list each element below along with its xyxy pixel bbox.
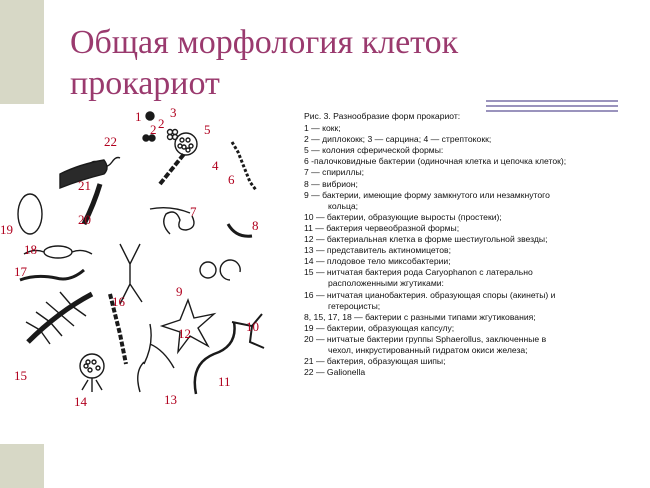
vibrio-shape [228,224,252,236]
slide-title [70,22,530,104]
flagellated-cell-shape [44,246,72,258]
legend-item-continuation: чехол, инкрустированный гидратом окиси железа; [328,344,528,355]
figure-label: 13 [164,392,177,407]
ring-shape [200,262,216,278]
caryophanon-shape [26,292,92,344]
title-area-side-tint [0,0,44,104]
legend-item: 19 — бактерии, образующая капсулу; [304,322,455,333]
figure-label: 15 [14,368,27,383]
prokaryote-figure [0,104,306,444]
figure-label: 3 [170,105,177,120]
sheathed-filament-shape [18,194,42,234]
figure-label: 16 [112,294,125,309]
ring-shape [220,260,240,280]
legend-item: 6 -палочковидные бактерии (одиночная клетка и цепочка клеток); [304,156,567,167]
legend-item: 1 — кокк; [304,123,341,134]
figure-label: 1 [135,109,142,124]
figure-label: 5 [204,122,211,137]
coccus-shape [146,112,154,120]
legend-item: 14 — плодовое тело миксобактерии; [304,256,451,267]
legend-item-continuation: гетероцисты; [328,300,381,311]
slide-title-line-1: Общая морфология клеток [70,24,459,61]
legend-item: 10 — бактерии, образующие выросты (простеки); [304,211,502,222]
legend-item: 21 — бактерия, образующая шипы; [304,356,446,367]
legend-caption: Рис. 3. Разнообразие форм прокариот: [304,111,461,121]
figure-label: 7 [190,204,197,219]
figure-label: 2 [150,122,157,137]
accent-line [486,105,618,107]
figure-label: 19 [0,222,13,237]
figure-label: 20 [78,212,91,227]
figure-label: 17 [14,264,27,279]
legend-item: 16 — нитчатая цианобактерия. образующая споры (акинеты) и [304,289,556,300]
diplococcus-shape [143,135,149,141]
legend-item: 20 — нитчатые бактерии группы Sphaerollus, заключенные в [304,333,547,344]
legend-item: 7 — спириллы; [304,167,365,178]
figure-label: 6 [228,172,235,187]
prokaryote-drawing [0,104,306,444]
legend-item-continuation: кольца; [328,200,359,211]
figure-label: 9 [176,284,183,299]
legend-item: 5 — колония сферической формы: [304,145,444,156]
rod-chain-shape [160,154,184,184]
flagellated-rod-shape [20,270,84,280]
legend-item: 8 — вибрион; [304,178,358,189]
actinomycete-shape [138,324,174,392]
figure-legend [304,111,646,378]
legend-item: 2 — диплококк; 3 — сарцина; 4 — стрептококк; [304,134,492,145]
legend-item: 13 — представитель актиномицетов; [304,245,451,256]
accent-line [486,100,618,102]
figure-label: 14 [74,394,87,409]
figure-label: 4 [212,158,219,173]
legend-item-continuation: расположенными жгутиками: [328,278,444,289]
fruiting-body-shape [80,354,104,392]
figure-label: 22 [104,134,117,149]
figure-label: 18 [24,242,37,257]
figure-label: 8 [252,218,259,233]
figure-label: 10 [246,319,259,334]
spherical-colony-shape [175,133,197,155]
legend-item: 11 — бактерия червеобразной формы; [304,222,460,233]
figure-label: 2 [158,116,165,131]
figure-label: 11 [218,374,231,389]
legend-item: 9 — бактерии, имеющие форму замкнутого или незамкнутого [304,189,550,200]
legend-item: 22 — Galionella [304,367,366,378]
figure-label: 12 [178,326,191,341]
legend-item: 15 — нитчатая бактерия рода Caryophanon с латерально [304,267,533,278]
legend-item: 8, 15, 17, 18 — бактерии с разными типами жгутикования; [304,311,536,322]
streptococcus-shape [232,142,256,190]
legend-item: 12 — бактериальная клетка в форме шестиугольной звезды; [304,234,548,245]
figure-label: 21 [78,178,91,193]
slide-title-line-2: прокариот [70,65,220,102]
